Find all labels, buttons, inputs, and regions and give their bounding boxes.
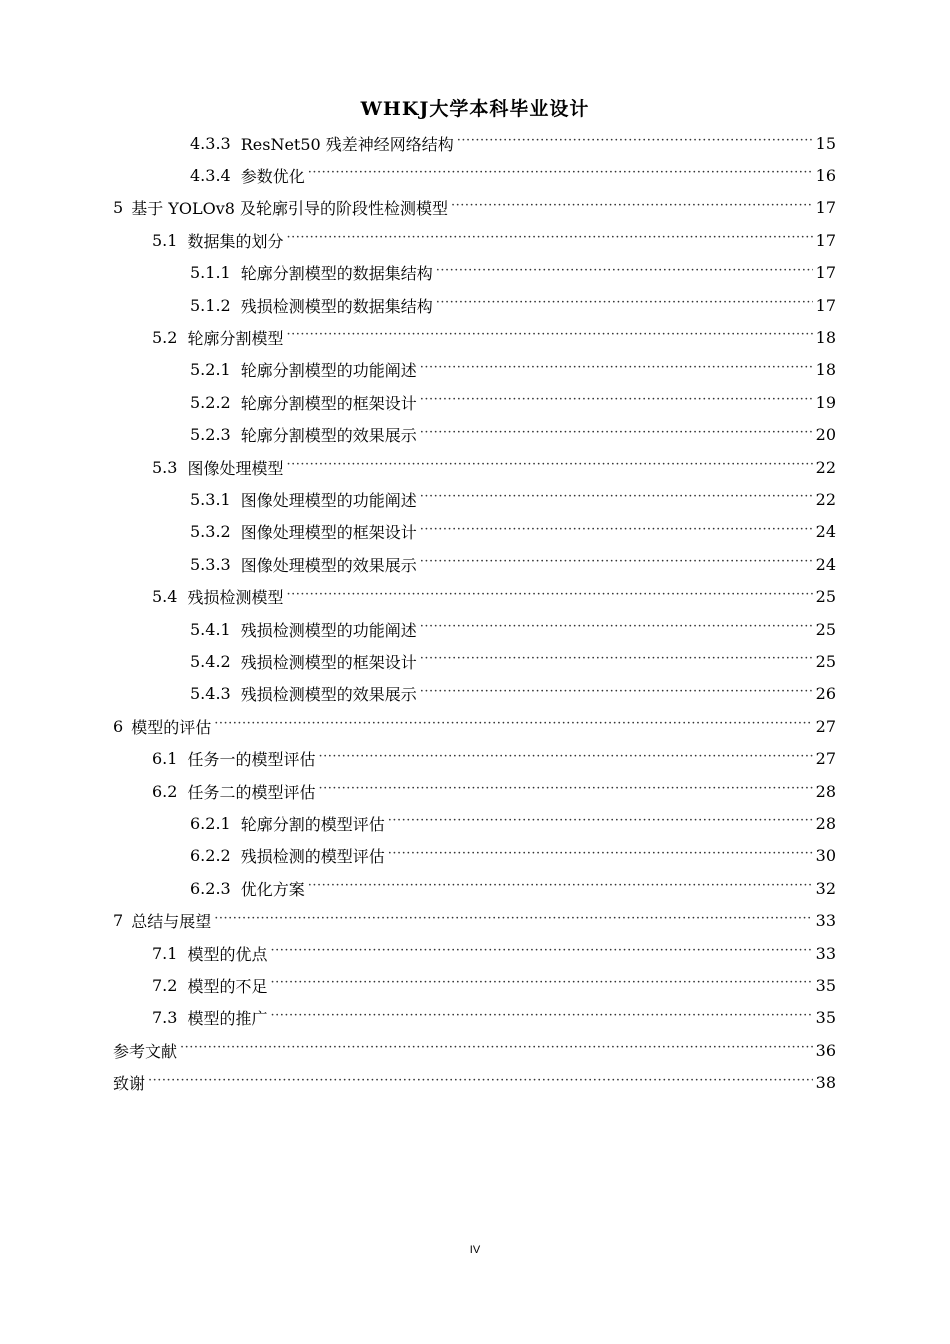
toc-entry-number: 6 xyxy=(113,716,124,736)
toc-entry-title: 任务二的模型评估 xyxy=(187,782,316,802)
toc-dot-leader xyxy=(286,329,812,345)
toc-dot-leader xyxy=(436,297,813,313)
toc-entry-title: 轮廓分割的模型评估 xyxy=(240,814,385,834)
toc-entry-page: 25 xyxy=(815,587,836,607)
toc-entry-number: 5.1 xyxy=(152,230,178,250)
toc-entry-title: 轮廓分割模型的效果展示 xyxy=(240,426,417,446)
toc-entry-number: 7.1 xyxy=(152,943,178,963)
toc-entry-title: 轮廓分割模型的数据集结构 xyxy=(240,264,433,284)
toc-entry-title: 模型的不足 xyxy=(187,976,268,996)
toc-entry-title: 图像处理模型的框架设计 xyxy=(240,523,417,543)
toc-entry-number: 6.2.1 xyxy=(190,813,231,833)
toc-entry-title: 总结与展望 xyxy=(131,912,212,932)
toc-entry-title: 残损检测模型的数据集结构 xyxy=(240,296,433,316)
toc-dot-leader xyxy=(286,589,812,605)
toc-entry-number: 5.4 xyxy=(152,587,178,607)
toc-entry-page: 27 xyxy=(815,749,836,769)
toc-entry[interactable] xyxy=(152,937,836,969)
toc-dot-leader xyxy=(318,751,812,767)
toc-entry-page: 26 xyxy=(815,684,836,704)
toc-entry[interactable] xyxy=(190,840,836,872)
toc-entry-page: 17 xyxy=(815,263,836,283)
toc-dot-leader xyxy=(308,167,813,183)
toc-dot-leader xyxy=(436,265,813,281)
toc-entry-page: 15 xyxy=(815,133,836,153)
toc-dot-leader xyxy=(388,848,813,864)
toc-entry-page: 28 xyxy=(815,781,836,801)
toc-dot-leader xyxy=(420,653,813,669)
toc-entry-title: 图像处理模型的效果展示 xyxy=(240,555,417,575)
toc-entry-title: 图像处理模型 xyxy=(187,458,284,478)
toc-entry-title: 参数优化 xyxy=(240,166,305,186)
toc-dot-leader xyxy=(420,524,813,540)
toc-entry-page: 35 xyxy=(815,975,836,995)
toc-entry-title: ResNet50 残差神经网络结构 xyxy=(240,134,454,154)
toc-entry[interactable] xyxy=(190,548,836,580)
toc-entry[interactable] xyxy=(190,613,836,645)
toc-entry[interactable] xyxy=(190,354,836,386)
toc-entry-title: 残损检测的模型评估 xyxy=(240,847,385,867)
toc-dot-leader xyxy=(270,945,812,961)
toc-entry-number: 7 xyxy=(113,911,124,931)
toc-entry-page: 16 xyxy=(815,165,836,185)
toc-entry-page: 38 xyxy=(815,1073,836,1093)
toc-entry[interactable] xyxy=(152,775,836,807)
toc-entry-page: 22 xyxy=(815,457,836,477)
toc-entry-page: 17 xyxy=(815,295,836,315)
toc-dot-leader xyxy=(286,232,812,248)
toc-entry[interactable] xyxy=(113,905,836,937)
toc-entry-page: 17 xyxy=(815,230,836,250)
toc-entry-number: 5.1.1 xyxy=(190,263,231,283)
toc-entry-page: 18 xyxy=(815,360,836,380)
toc-dot-leader xyxy=(451,200,813,216)
toc-entry[interactable] xyxy=(190,159,836,191)
toc-entry-page: 35 xyxy=(815,1008,836,1028)
toc-entry[interactable] xyxy=(190,516,836,548)
toc-entry-number: 4.3.4 xyxy=(190,165,231,185)
toc-dot-leader xyxy=(420,394,813,410)
toc-entry[interactable] xyxy=(113,1034,836,1066)
toc-entry[interactable] xyxy=(152,224,836,256)
toc-entry-number: 5.2.1 xyxy=(190,360,231,380)
toc-entry-number: 6.2.3 xyxy=(190,878,231,898)
toc-dot-leader xyxy=(180,1042,813,1058)
toc-entry-page: 25 xyxy=(815,619,836,639)
toc-entry[interactable] xyxy=(190,483,836,515)
toc-entry-number: 5.4.2 xyxy=(190,651,231,671)
toc-entry-title: 模型的推广 xyxy=(187,1009,268,1029)
toc-entry-title: 轮廓分割模型的功能阐述 xyxy=(240,361,417,381)
toc-entry-title: 致谢 xyxy=(113,1074,146,1094)
toc-entry-number: 5.3.1 xyxy=(190,489,231,509)
toc-entry-number: 4.3.3 xyxy=(190,133,231,153)
toc-entry-title: 模型的评估 xyxy=(131,717,212,737)
toc-entry-title: 残损检测模型的框架设计 xyxy=(240,652,417,672)
toc-entry-number: 5.2 xyxy=(152,327,178,347)
toc-entry-page: 33 xyxy=(815,911,836,931)
toc-entry-number: 7.3 xyxy=(152,1008,178,1028)
toc-entry[interactable] xyxy=(190,419,836,451)
toc-entry-page: 33 xyxy=(815,943,836,963)
toc-entry-number: 6.2 xyxy=(152,781,178,801)
toc-entry[interactable] xyxy=(190,386,836,418)
toc-entry[interactable] xyxy=(190,872,836,904)
toc-entry-number: 5.4.1 xyxy=(190,619,231,639)
toc-entry-page: 19 xyxy=(815,392,836,412)
toc-entry-page: 32 xyxy=(815,878,836,898)
toc-entry[interactable] xyxy=(190,127,836,159)
page-header-title: WHKJ大学本科毕业设计 xyxy=(360,98,590,120)
toc-entry-page: 27 xyxy=(815,716,836,736)
toc-dot-leader xyxy=(318,783,812,799)
toc-entry[interactable] xyxy=(152,581,836,613)
toc-entry-number: 5 xyxy=(113,198,124,218)
toc-entry[interactable] xyxy=(152,1002,836,1034)
toc-dot-leader xyxy=(214,718,812,734)
toc-entry-page: 24 xyxy=(815,554,836,574)
toc-entry[interactable] xyxy=(152,321,836,353)
toc-entry-page: 17 xyxy=(815,198,836,218)
toc-entry-number: 5.3.2 xyxy=(190,522,231,542)
toc-entry-page: 24 xyxy=(815,522,836,542)
toc-entry[interactable] xyxy=(190,678,836,710)
toc-entry[interactable] xyxy=(190,807,836,839)
toc-dot-leader xyxy=(420,491,813,507)
toc-dot-leader xyxy=(457,135,813,151)
toc-dot-leader xyxy=(214,913,812,929)
toc-entry[interactable] xyxy=(152,743,836,775)
toc-entry-page: 36 xyxy=(815,1040,836,1060)
toc-entry-title: 轮廓分割模型的框架设计 xyxy=(240,393,417,413)
toc-entry-number: 5.4.3 xyxy=(190,684,231,704)
toc-entry-page: 20 xyxy=(815,425,836,445)
toc-dot-leader xyxy=(148,1075,813,1091)
toc-dot-leader xyxy=(420,427,813,443)
toc-entry-page: 28 xyxy=(815,813,836,833)
toc-entry-number: 6.2.2 xyxy=(190,846,231,866)
toc-entry-page: 18 xyxy=(815,327,836,347)
toc-dot-leader xyxy=(420,556,813,572)
toc-entry-title: 优化方案 xyxy=(240,879,305,899)
toc-dot-leader xyxy=(388,815,813,831)
toc-entry[interactable] xyxy=(190,289,836,321)
toc-entry-page: 30 xyxy=(815,846,836,866)
toc-entry[interactable] xyxy=(113,192,836,224)
page-number-footer: IV xyxy=(469,1244,481,1256)
toc-entry-number: 5.3.3 xyxy=(190,554,231,574)
toc-entry-number: 5.2.2 xyxy=(190,392,231,412)
toc-entry[interactable] xyxy=(152,969,836,1001)
toc-entry-title: 残损检测模型的功能阐述 xyxy=(240,620,417,640)
toc-entry[interactable] xyxy=(113,710,836,742)
toc-dot-leader xyxy=(420,621,813,637)
toc-entry[interactable] xyxy=(190,257,836,289)
toc-dot-leader xyxy=(270,1010,812,1026)
toc-entry-title: 参考文献 xyxy=(113,1041,178,1061)
toc-entry-title: 残损检测模型的效果展示 xyxy=(240,685,417,705)
toc-dot-leader xyxy=(270,977,812,993)
toc-dot-leader xyxy=(286,459,812,475)
toc-dot-leader xyxy=(308,880,813,896)
toc-entry-number: 6.1 xyxy=(152,749,178,769)
toc-entry-number: 7.2 xyxy=(152,975,178,995)
toc-entry-title: 基于 YOLOv8 及轮廓引导的阶段性检测模型 xyxy=(131,199,449,219)
toc-entry-title: 数据集的划分 xyxy=(187,231,284,251)
toc-entry-title: 模型的优点 xyxy=(187,944,268,964)
toc-entry-page: 22 xyxy=(815,489,836,509)
toc-entry[interactable] xyxy=(190,645,836,677)
toc-dot-leader xyxy=(420,362,813,378)
toc-entry-number: 5.1.2 xyxy=(190,295,231,315)
toc-entry-title: 图像处理模型的功能阐述 xyxy=(240,490,417,510)
toc-dot-leader xyxy=(420,686,813,702)
toc-entry[interactable] xyxy=(113,1067,836,1099)
toc-entry-title: 任务一的模型评估 xyxy=(187,750,316,770)
toc-entry[interactable] xyxy=(152,451,836,483)
toc-entry-title: 残损检测模型 xyxy=(187,588,284,608)
toc-entry-number: 5.2.3 xyxy=(190,425,231,445)
toc-entry-number: 5.3 xyxy=(152,457,178,477)
toc-entry-title: 轮廓分割模型 xyxy=(187,328,284,348)
toc-entry-page: 25 xyxy=(815,651,836,671)
